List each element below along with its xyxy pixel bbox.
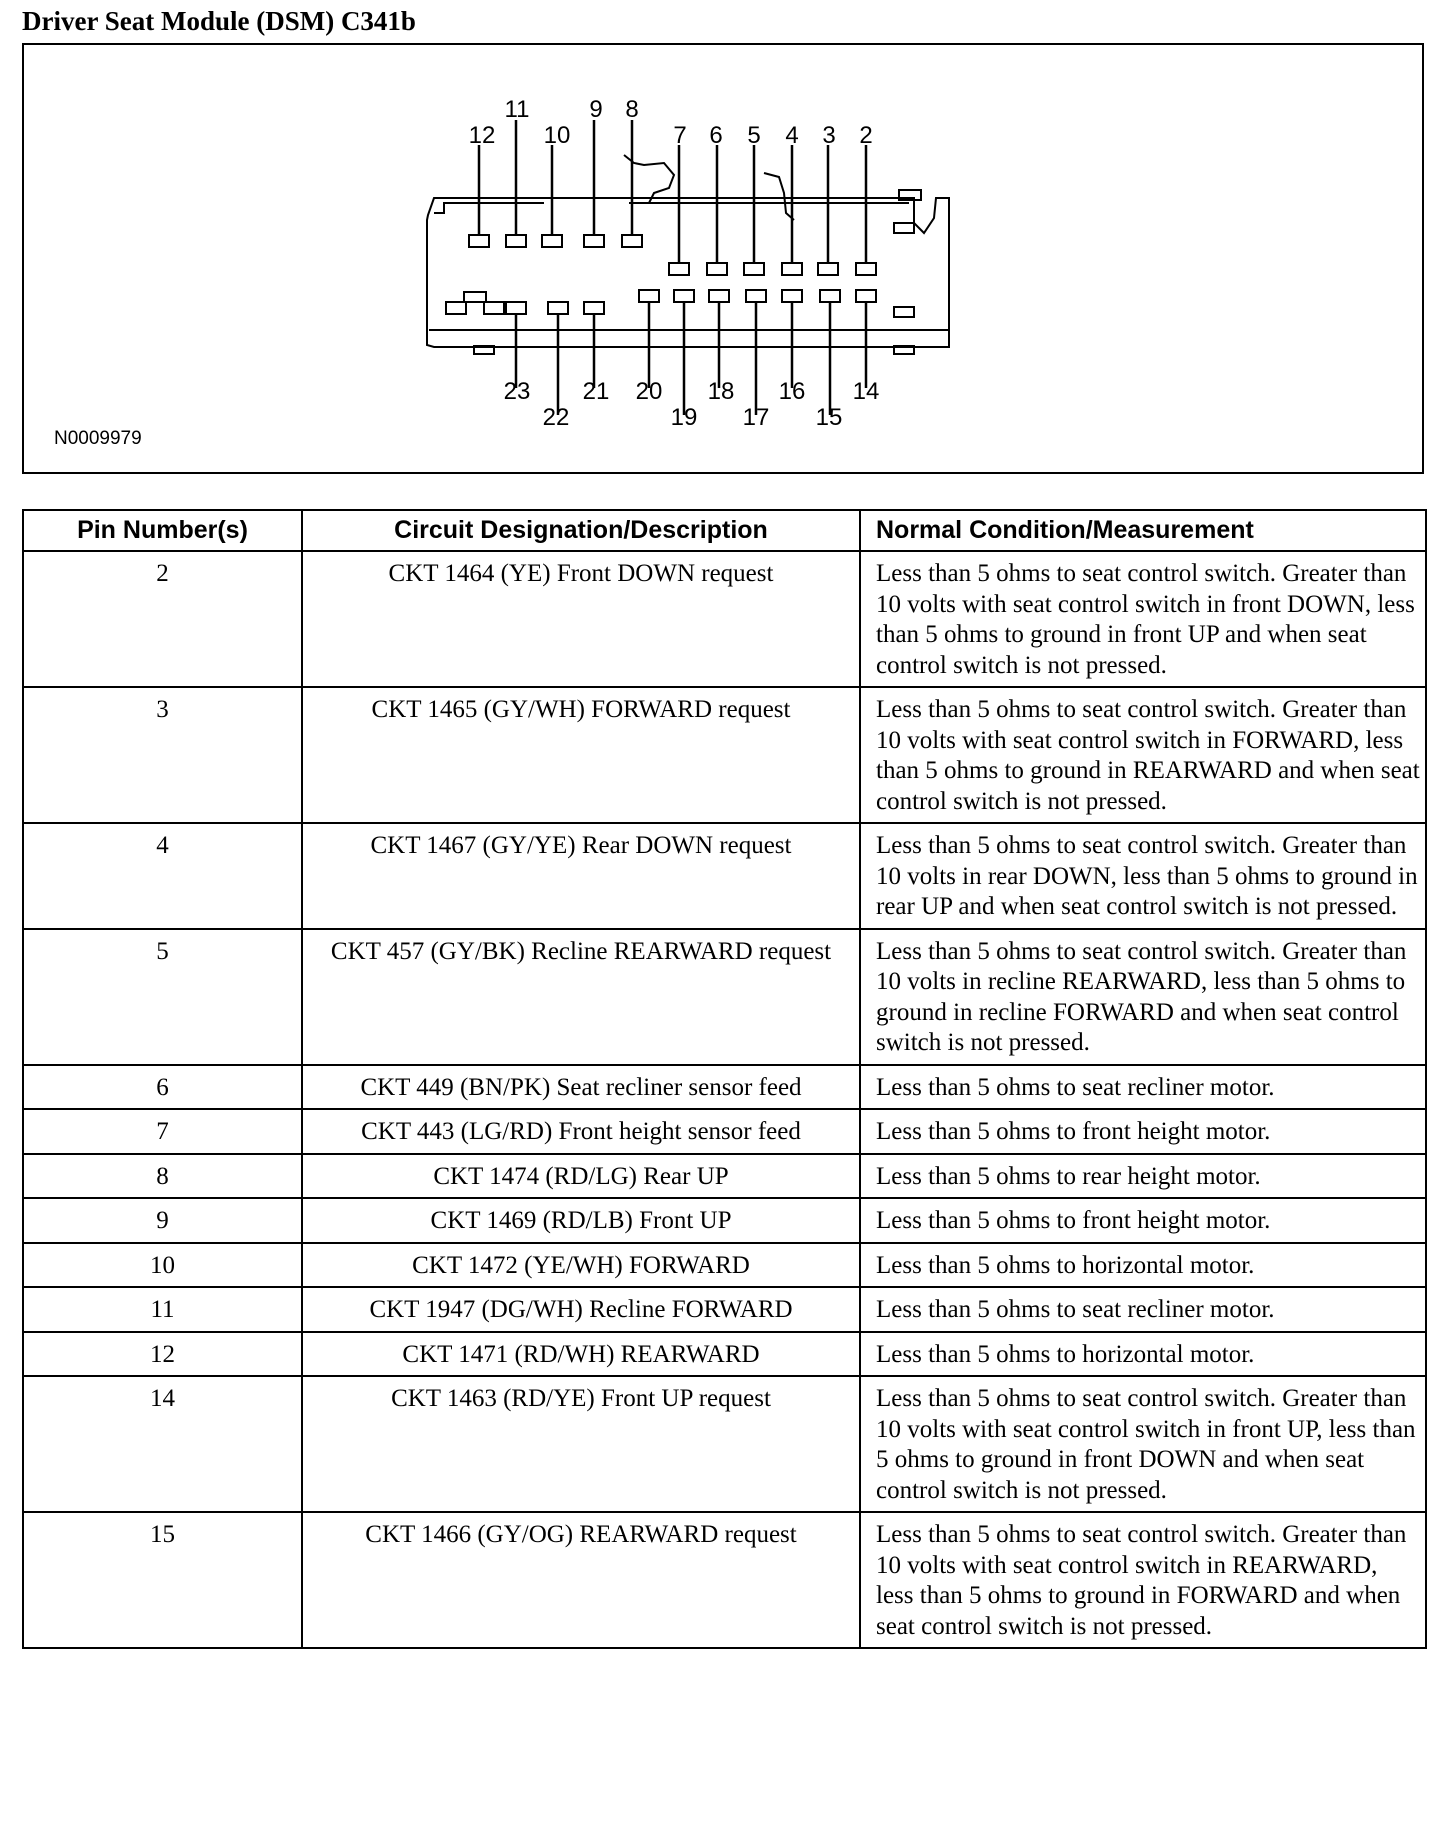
- header-condition: Normal Condition/Measurement: [860, 510, 1426, 551]
- table-row: [23, 929, 1426, 1065]
- table-row: [23, 1376, 1426, 1512]
- pin-cell: 7: [23, 1109, 302, 1154]
- pin-number-label: 15: [815, 404, 843, 431]
- condition-cell: Less than 5 ohms to seat control switch. Greater than 10 volts with seat control switch in FORWARD, less than 5 ohms to ground in REARWARD and when seat control switch is not pressed.: [860, 687, 1426, 823]
- condition-cell: Less than 5 ohms to seat control switch. Greater than 10 volts with seat control switch in front UP, less than 5 ohms to ground in front DOWN and when seat control switch is not pressed.: [860, 1376, 1426, 1512]
- pin-cavity: [484, 302, 504, 314]
- table-row: [23, 1198, 1426, 1243]
- pin-number-label: 20: [635, 378, 663, 405]
- pin-cell: 14: [23, 1376, 302, 1512]
- pin-cavity: [744, 263, 764, 275]
- header-pin-number: Pin Number(s): [23, 510, 302, 551]
- table-row: [23, 1332, 1426, 1377]
- circuit-cell: CKT 1469 (RD/LB) Front UP: [302, 1198, 860, 1243]
- circuit-cell: CKT 1474 (RD/LG) Rear UP: [302, 1154, 860, 1199]
- header-circuit: Circuit Designation/Description: [302, 510, 860, 551]
- pin-number-label: 6: [709, 122, 723, 149]
- page-title: Driver Seat Module (DSM) C341b: [22, 6, 416, 36]
- pin-cell: 6: [23, 1065, 302, 1110]
- table-row: [23, 823, 1426, 929]
- pin-cell: 9: [23, 1198, 302, 1243]
- pin-cell: 11: [23, 1287, 302, 1332]
- pin-cell: 5: [23, 929, 302, 1065]
- pin-cavity: [506, 302, 526, 314]
- circuit-cell: CKT 1471 (RD/WH) REARWARD: [302, 1332, 860, 1377]
- pin-cavity: [584, 235, 604, 247]
- pin-cavity: [674, 290, 694, 302]
- pin-cavity: [584, 302, 604, 314]
- condition-cell: Less than 5 ohms to seat recliner motor.: [860, 1065, 1426, 1110]
- pin-number-label: 3: [822, 122, 836, 149]
- pin-cavity: [782, 263, 802, 275]
- circuit-cell: CKT 1472 (YE/WH) FORWARD: [302, 1243, 860, 1288]
- pin-cavity: [856, 290, 876, 302]
- pin-number-label: 21: [582, 378, 610, 405]
- latch-detail: [624, 155, 794, 220]
- pin-cavity: [709, 290, 729, 302]
- pin-cell: 12: [23, 1332, 302, 1377]
- condition-cell: Less than 5 ohms to seat recliner motor.: [860, 1287, 1426, 1332]
- connector-diagram: [22, 43, 1424, 474]
- condition-cell: Less than 5 ohms to seat control switch. Greater than 10 volts with seat control switch in REARWARD, less than 5 ohms to ground in FORWARD and when seat control switch is not pressed.: [860, 1512, 1426, 1648]
- pin-number-label: 18: [707, 378, 735, 405]
- pin-cavity: [669, 263, 689, 275]
- pin-number-label: 7: [673, 122, 687, 149]
- pin-cell: 15: [23, 1512, 302, 1648]
- pin-cell: 3: [23, 687, 302, 823]
- side-slot-upper: [894, 223, 914, 233]
- pin-number-label: 16: [778, 378, 806, 405]
- circuit-cell: CKT 1463 (RD/YE) Front UP request: [302, 1376, 860, 1512]
- condition-cell: Less than 5 ohms to horizontal motor.: [860, 1332, 1426, 1377]
- pin-cell: 10: [23, 1243, 302, 1288]
- pin-cavity: [446, 302, 466, 314]
- circuit-cell: CKT 1466 (GY/OG) REARWARD request: [302, 1512, 860, 1648]
- pin-number-label: 11: [504, 96, 530, 123]
- pin-cavity: [856, 263, 876, 275]
- pin-cell: 8: [23, 1154, 302, 1199]
- pin-table: [22, 509, 1427, 1649]
- circuit-cell: CKT 457 (GY/BK) Recline REARWARD request: [302, 929, 860, 1065]
- table-row: [23, 1109, 1426, 1154]
- pin-cell: 2: [23, 551, 302, 687]
- circuit-cell: CKT 1464 (YE) Front DOWN request: [302, 551, 860, 687]
- pin-number-label: 17: [742, 404, 770, 431]
- pin-cavity: [542, 235, 562, 247]
- table-row: [23, 551, 1426, 687]
- pin-number-label: 22: [542, 404, 570, 431]
- table-header-row: [23, 510, 1426, 551]
- pin-cavity: [506, 235, 526, 247]
- circuit-cell: CKT 449 (BN/PK) Seat recliner sensor feed: [302, 1065, 860, 1110]
- circuit-cell: CKT 1947 (DG/WH) Recline FORWARD: [302, 1287, 860, 1332]
- pin-number-label: 2: [859, 122, 873, 149]
- connector-inner-outline: [434, 203, 909, 213]
- table-row: [23, 687, 1426, 823]
- circuit-cell: CKT 1465 (GY/WH) FORWARD request: [302, 687, 860, 823]
- pin-cavity: [622, 235, 642, 247]
- pin-number-label: 12: [468, 122, 496, 149]
- pin-number-label: 10: [543, 122, 571, 149]
- pin-cavity: [782, 290, 802, 302]
- pin-cavity: [746, 290, 766, 302]
- side-slot-lower: [894, 307, 914, 317]
- connector-face-drawing: [24, 45, 1422, 472]
- table-row: [23, 1287, 1426, 1332]
- table-row: [23, 1243, 1426, 1288]
- condition-cell: Less than 5 ohms to front height motor.: [860, 1198, 1426, 1243]
- circuit-cell: CKT 443 (LG/RD) Front height sensor feed: [302, 1109, 860, 1154]
- circuit-cell: CKT 1467 (GY/YE) Rear DOWN request: [302, 823, 860, 929]
- condition-cell: Less than 5 ohms to horizontal motor.: [860, 1243, 1426, 1288]
- pin-number-label: 9: [589, 96, 603, 123]
- pin-cavity: [820, 290, 840, 302]
- pin-number-label: 14: [852, 378, 880, 405]
- pin-cavity: [548, 302, 568, 314]
- condition-cell: Less than 5 ohms to seat control switch. Greater than 10 volts with seat control switch in front DOWN, less than 5 ohms to ground in front UP and when seat control switch is not pressed.: [860, 551, 1426, 687]
- table-row: [23, 1065, 1426, 1110]
- condition-cell: Less than 5 ohms to seat control switch. Greater than 10 volts in rear DOWN, less than 5 ohms to ground in rear UP and when seat control switch is not pressed.: [860, 823, 1426, 929]
- table-row: [23, 1512, 1426, 1648]
- pin-cavity: [707, 263, 727, 275]
- left-slot: [464, 292, 486, 302]
- table-row: [23, 1154, 1426, 1199]
- pin-number-label: 19: [670, 404, 698, 431]
- pin-cell: 4: [23, 823, 302, 929]
- pin-cavity: [818, 263, 838, 275]
- pin-cavity: [469, 235, 489, 247]
- pin-number-label: 8: [625, 96, 639, 123]
- pin-number-label: 5: [747, 122, 761, 149]
- pin-number-label: 4: [785, 122, 799, 149]
- pin-cavity: [639, 290, 659, 302]
- pin-number-label: 23: [503, 378, 531, 405]
- condition-cell: Less than 5 ohms to seat control switch. Greater than 10 volts in recline REARWARD, less than 5 ohms to ground in recline FORWARD and when seat control switch is not pressed.: [860, 929, 1426, 1065]
- condition-cell: Less than 5 ohms to front height motor.: [860, 1109, 1426, 1154]
- figure-code: N0009979: [54, 428, 142, 449]
- condition-cell: Less than 5 ohms to rear height motor.: [860, 1154, 1426, 1199]
